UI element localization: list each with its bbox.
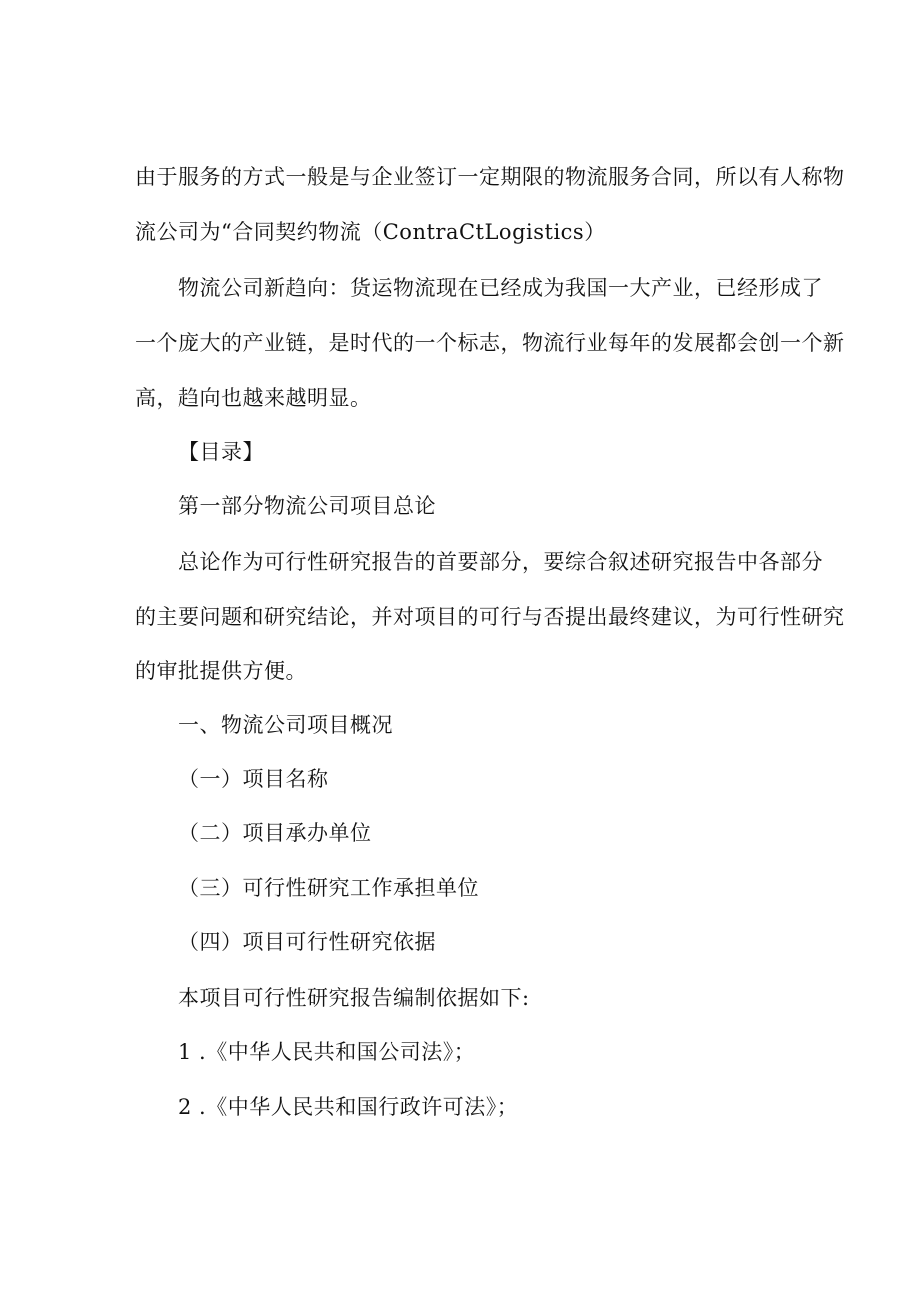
table-of-contents-heading: 【目录】: [178, 440, 264, 464]
summary-paragraph-line-1: 总论作为可行性研究报告的首要部分，要综合叙述研究报告中各部分: [178, 550, 823, 574]
part-one-title: 第一部分物流公司项目总论: [178, 494, 436, 518]
basis-list-item-1: 1 .《中华人民共和国公司法》；: [178, 1040, 476, 1064]
section-one-item-3: （三）可行性研究工作承担单位: [178, 876, 479, 900]
trend-paragraph-line-1: 物流公司新趋向：货运物流现在已经成为我国一大产业，已经形成了: [178, 276, 823, 300]
summary-paragraph-line-2: 的主要问题和研究结论，并对项目的可行与否提出最终建议，为可行性研究: [135, 605, 845, 629]
section-one-title: 一、物流公司项目概况: [178, 713, 393, 737]
basis-list-item-2: 2 .《中华人民共和国行政许可法》；: [178, 1095, 519, 1119]
section-one-item-4: （四）项目可行性研究依据: [178, 930, 436, 954]
trend-paragraph-line-2: 一个庞大的产业链，是时代的一个标志，物流行业每年的发展都会创一个新: [135, 331, 845, 355]
section-one-item-2: （二）项目承办单位: [178, 821, 372, 845]
basis-intro: 本项目可行性研究报告编制依据如下:: [178, 986, 530, 1010]
trend-paragraph-line-3: 高，趋向也越来越明显。: [135, 386, 372, 410]
section-one-item-1: （一）项目名称: [178, 767, 329, 791]
intro-paragraph-line-2: 流公司为“合同契约物流（ContraCtLogistics）: [135, 220, 606, 244]
summary-paragraph-line-3: 的审批提供方便。: [135, 659, 307, 683]
intro-paragraph-line-1: 由于服务的方式一般是与企业签订一定期限的物流服务合同，所以有人称物: [135, 165, 845, 189]
